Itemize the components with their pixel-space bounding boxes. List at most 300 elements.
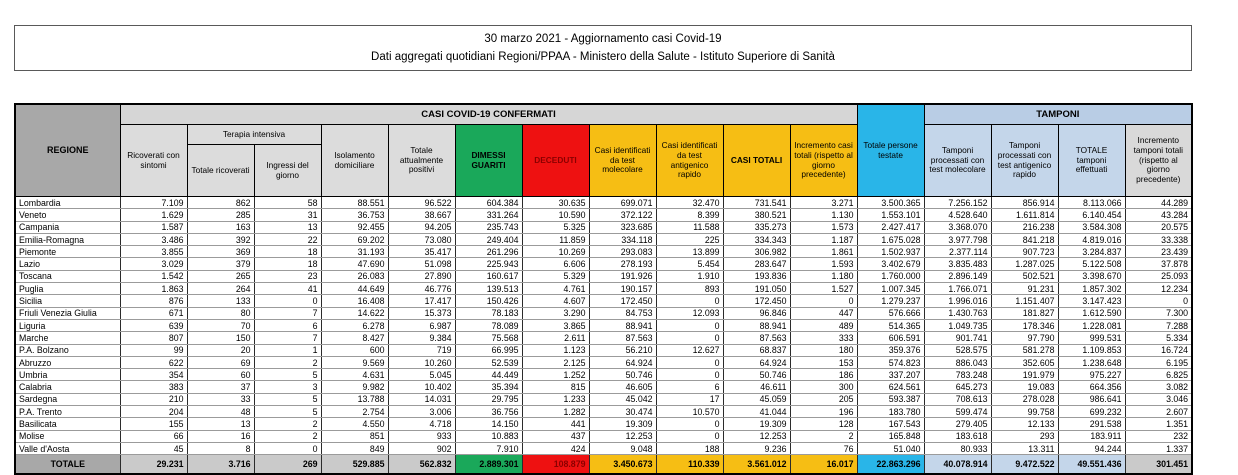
table-cell: 424	[522, 442, 589, 454]
table-cell: 2.754	[321, 406, 388, 418]
table-cell: 49.551.436	[1058, 455, 1125, 475]
table-cell: 599.474	[924, 406, 991, 418]
table-cell: 31	[254, 209, 321, 221]
region-name: Campania	[15, 221, 120, 233]
table-cell: 36.756	[455, 406, 522, 418]
region-name: Abruzzo	[15, 356, 120, 368]
table-cell: 1.238.648	[1058, 356, 1125, 368]
table-cell: 7.256.152	[924, 197, 991, 209]
table-cell: 13.899	[656, 246, 723, 258]
table-cell: 181.827	[991, 307, 1058, 319]
table-cell: 1.593	[790, 258, 857, 270]
table-cell: 150.426	[455, 295, 522, 307]
table-cell: 35.417	[388, 246, 455, 258]
table-cell: 11.588	[656, 221, 723, 233]
table-cell: 12.253	[589, 430, 656, 442]
table-cell: 3.046	[1125, 393, 1192, 405]
table-row	[15, 369, 1192, 381]
table-cell: 0	[790, 295, 857, 307]
table-cell: 10.590	[522, 209, 589, 221]
region-name: Sardegna	[15, 393, 120, 405]
table-cell: 64.924	[723, 356, 790, 368]
table-cell: 155	[120, 418, 187, 430]
total-row	[15, 455, 1192, 475]
table-cell: 606.591	[857, 332, 924, 344]
region-name: Liguria	[15, 319, 120, 331]
table-cell: 75.568	[455, 332, 522, 344]
table-cell: 2.427.417	[857, 221, 924, 233]
col-header-dimessi-guariti: DIMESSI GUARITI	[455, 125, 522, 197]
table-cell: 1.151.407	[991, 295, 1058, 307]
table-cell: 8	[187, 442, 254, 454]
table-row	[15, 344, 1192, 356]
table-cell: 20.575	[1125, 221, 1192, 233]
table-cell: 7	[254, 307, 321, 319]
table-cell: 907.723	[991, 246, 1058, 258]
table-cell: 16.724	[1125, 344, 1192, 356]
table-cell: 3.450.673	[589, 455, 656, 475]
table-cell: 5.325	[522, 221, 589, 233]
table-cell: 80	[187, 307, 254, 319]
table-cell: 3.855	[120, 246, 187, 258]
table-cell: 3.284.837	[1058, 246, 1125, 258]
total-row-label: TOTALE	[15, 455, 120, 475]
table-cell: 97.790	[991, 332, 1058, 344]
table-cell: 139.513	[455, 283, 522, 295]
col-header-isolamento-domiciliare: Isolamento domiciliare	[321, 125, 388, 197]
table-cell: 32.470	[656, 197, 723, 209]
table-cell: 708.613	[924, 393, 991, 405]
region-name: Lazio	[15, 258, 120, 270]
table-cell: 45.042	[589, 393, 656, 405]
table-cell: 88.941	[589, 319, 656, 331]
table-cell: 1.233	[522, 393, 589, 405]
table-cell: 2	[790, 430, 857, 442]
table-cell: 1.910	[656, 270, 723, 282]
table-row	[15, 233, 1192, 245]
table-cell: 9.048	[589, 442, 656, 454]
table-cell: 645.273	[924, 381, 991, 393]
col-header-tamponi-antigenico: Tamponi processati con test antigenico rapido	[991, 125, 1058, 197]
table-cell: 278.028	[991, 393, 1058, 405]
region-name: Marche	[15, 332, 120, 344]
table-cell: 10.269	[522, 246, 589, 258]
table-cell: 186	[790, 369, 857, 381]
region-name: Emilia-Romagna	[15, 233, 120, 245]
table-cell: 46.611	[723, 381, 790, 393]
table-row	[15, 307, 1192, 319]
table-cell: 815	[522, 381, 589, 393]
col-header-regione: REGIONE	[15, 104, 120, 197]
table-cell: 1.863	[120, 283, 187, 295]
table-cell: 64.924	[589, 356, 656, 368]
table-cell: 0	[656, 332, 723, 344]
table-cell: 6.195	[1125, 356, 1192, 368]
table-cell: 26.083	[321, 270, 388, 282]
region-name: Valle d'Aosta	[15, 442, 120, 454]
table-cell: 110.339	[656, 455, 723, 475]
table-cell: 264	[187, 283, 254, 295]
table-cell: 66	[120, 430, 187, 442]
table-cell: 0	[1125, 295, 1192, 307]
table-cell: 43.284	[1125, 209, 1192, 221]
table-row	[15, 442, 1192, 454]
table-cell: 622	[120, 356, 187, 368]
table-cell: 225	[656, 233, 723, 245]
table-cell: 69	[187, 356, 254, 368]
table-cell: 876	[120, 295, 187, 307]
table-cell: 4.528.640	[924, 209, 991, 221]
table-cell: 60	[187, 369, 254, 381]
table-cell: 2.896.149	[924, 270, 991, 282]
table-cell: 33	[187, 393, 254, 405]
table-cell: 0	[656, 295, 723, 307]
region-name: Veneto	[15, 209, 120, 221]
table-cell: 66.995	[455, 344, 522, 356]
table-cell: 1.760.000	[857, 270, 924, 282]
table-cell: 91.231	[991, 283, 1058, 295]
region-name: Sicilia	[15, 295, 120, 307]
table-cell: 29.231	[120, 455, 187, 475]
table-cell: 3.584.308	[1058, 221, 1125, 233]
table-cell: 3.486	[120, 233, 187, 245]
table-cell: 29.795	[455, 393, 522, 405]
table-cell: 9.472.522	[991, 455, 1058, 475]
table-cell: 600	[321, 344, 388, 356]
table-cell: 99.758	[991, 406, 1058, 418]
table-cell: 46.605	[589, 381, 656, 393]
table-cell: 19.083	[991, 381, 1058, 393]
table-cell: 108.879	[522, 455, 589, 475]
col-header-incremento-tamponi: Incremento tamponi totali (rispetto al giorno precedente)	[1125, 125, 1192, 197]
table-row	[15, 295, 1192, 307]
table-cell: 94.244	[1058, 442, 1125, 454]
table-cell: 3.716	[187, 455, 254, 475]
table-cell: 12.253	[723, 430, 790, 442]
group-header-confermati: CASI COVID-19 CONFERMATI	[120, 104, 857, 125]
table-cell: 150	[187, 332, 254, 344]
table-cell: 88.941	[723, 319, 790, 331]
table-cell: 2	[254, 356, 321, 368]
group-header-terapia-intensiva: Terapia intensiva	[187, 125, 321, 145]
table-cell: 10.260	[388, 356, 455, 368]
table-cell: 3.398.670	[1058, 270, 1125, 282]
table-cell: 6	[254, 319, 321, 331]
table-cell: 4.718	[388, 418, 455, 430]
table-cell: 1	[254, 344, 321, 356]
col-header-casi-totali: CASI TOTALI	[723, 125, 790, 197]
table-cell: 94.205	[388, 221, 455, 233]
region-name: Toscana	[15, 270, 120, 282]
table-cell: 10.402	[388, 381, 455, 393]
table-cell: 87.563	[723, 332, 790, 344]
table-cell: 639	[120, 319, 187, 331]
table-cell: 5.454	[656, 258, 723, 270]
table-row	[15, 221, 1192, 233]
table-cell: 40.078.914	[924, 455, 991, 475]
table-cell: 334.118	[589, 233, 656, 245]
table-cell: 731.541	[723, 197, 790, 209]
table-cell: 183.618	[924, 430, 991, 442]
table-cell: 188	[656, 442, 723, 454]
table-cell: 6	[656, 381, 723, 393]
table-cell: 333	[790, 332, 857, 344]
table-cell: 14.031	[388, 393, 455, 405]
table-cell: 4.607	[522, 295, 589, 307]
table-cell: 1.542	[120, 270, 187, 282]
table-cell: 306.982	[723, 246, 790, 258]
table-cell: 12.234	[1125, 283, 1192, 295]
table-cell: 8.113.066	[1058, 197, 1125, 209]
table-cell: 16.408	[321, 295, 388, 307]
table-cell: 3.835.483	[924, 258, 991, 270]
table-cell: 528.575	[924, 344, 991, 356]
table-cell: 204	[120, 406, 187, 418]
region-name: Calabria	[15, 381, 120, 393]
table-cell: 45.059	[723, 393, 790, 405]
table-cell: 12.093	[656, 307, 723, 319]
table-cell: 1.252	[522, 369, 589, 381]
title-line1: 30 marzo 2021 - Aggiornamento casi Covid-19	[484, 32, 722, 45]
col-header-totale-ricoverati: Totale ricoverati	[187, 145, 254, 197]
table-cell: 12.627	[656, 344, 723, 356]
table-row	[15, 418, 1192, 430]
table-cell: 2.125	[522, 356, 589, 368]
table-cell: 1.123	[522, 344, 589, 356]
table-cell: 0	[254, 442, 321, 454]
table-cell: 933	[388, 430, 455, 442]
table-cell: 44.289	[1125, 197, 1192, 209]
table-cell: 502.521	[991, 270, 1058, 282]
table-cell: 14.622	[321, 307, 388, 319]
table-cell: 73.080	[388, 233, 455, 245]
table-cell: 986.641	[1058, 393, 1125, 405]
col-header-ingressi-del-giorno: Ingressi del giorno	[254, 145, 321, 197]
table-cell: 5	[254, 393, 321, 405]
table-cell: 6.987	[388, 319, 455, 331]
table-cell: 604.384	[455, 197, 522, 209]
table-cell: 3	[254, 381, 321, 393]
table-cell: 664.356	[1058, 381, 1125, 393]
table-cell: 7.288	[1125, 319, 1192, 331]
table-cell: 13.788	[321, 393, 388, 405]
table-cell: 160.617	[455, 270, 522, 282]
table-cell: 31.193	[321, 246, 388, 258]
table-cell: 80.933	[924, 442, 991, 454]
table-cell: 1.553.101	[857, 209, 924, 221]
table-row	[15, 246, 1192, 258]
table-cell: 180	[790, 344, 857, 356]
table-cell: 514.365	[857, 319, 924, 331]
table-row	[15, 258, 1192, 270]
table-cell: 1.573	[790, 221, 857, 233]
table-cell: 78.183	[455, 307, 522, 319]
table-cell: 3.500.365	[857, 197, 924, 209]
table-cell: 30.635	[522, 197, 589, 209]
table-cell: 153	[790, 356, 857, 368]
table-cell: 581.278	[991, 344, 1058, 356]
table-cell: 372.122	[589, 209, 656, 221]
table-cell: 323.685	[589, 221, 656, 233]
table-cell: 178.346	[991, 319, 1058, 331]
table-cell: 671	[120, 307, 187, 319]
table-cell: 88.551	[321, 197, 388, 209]
table-row	[15, 430, 1192, 442]
table-cell: 574.823	[857, 356, 924, 368]
table-cell: 46.776	[388, 283, 455, 295]
table-cell: 7.910	[455, 442, 522, 454]
table-row	[15, 356, 1192, 368]
table-cell: 19.309	[723, 418, 790, 430]
table-cell: 265	[187, 270, 254, 282]
table-cell: 3.290	[522, 307, 589, 319]
table-cell: 232	[1125, 430, 1192, 442]
table-cell: 36.753	[321, 209, 388, 221]
table-cell: 87.563	[589, 332, 656, 344]
table-cell: 167.543	[857, 418, 924, 430]
table-cell: 293.083	[589, 246, 656, 258]
region-name: Friuli Venezia Giulia	[15, 307, 120, 319]
table-cell: 0	[656, 430, 723, 442]
table-cell: 33.338	[1125, 233, 1192, 245]
table-cell: 4.631	[321, 369, 388, 381]
title-box	[14, 25, 1192, 71]
table-cell: 301.451	[1125, 455, 1192, 475]
table-cell: 23	[254, 270, 321, 282]
table-cell: 51.040	[857, 442, 924, 454]
table-cell: 38.667	[388, 209, 455, 221]
table-cell: 886.043	[924, 356, 991, 368]
table-cell: 216.238	[991, 221, 1058, 233]
table-cell: 3.029	[120, 258, 187, 270]
table-cell: 51.098	[388, 258, 455, 270]
table-cell: 17	[656, 393, 723, 405]
table-cell: 285	[187, 209, 254, 221]
table-cell: 1.857.302	[1058, 283, 1125, 295]
table-cell: 699.071	[589, 197, 656, 209]
table-cell: 50.746	[589, 369, 656, 381]
table-cell: 447	[790, 307, 857, 319]
table-cell: 331.264	[455, 209, 522, 221]
table-cell: 13	[254, 221, 321, 233]
table-cell: 841.218	[991, 233, 1058, 245]
table-cell: 283.647	[723, 258, 790, 270]
table-cell: 576.666	[857, 307, 924, 319]
table-cell: 13.311	[991, 442, 1058, 454]
table-cell: 3.977.798	[924, 233, 991, 245]
table-cell: 41.044	[723, 406, 790, 418]
table-cell: 52.539	[455, 356, 522, 368]
table-cell: 47.690	[321, 258, 388, 270]
table-cell: 13	[187, 418, 254, 430]
table-row	[15, 197, 1192, 209]
table-cell: 893	[656, 283, 723, 295]
table-cell: 191.050	[723, 283, 790, 295]
table-cell: 1.109.853	[1058, 344, 1125, 356]
table-cell: 76	[790, 442, 857, 454]
table-cell: 18	[254, 258, 321, 270]
col-header-casi-test-antigenico: Casi identificati da test antigenico rapido	[656, 125, 723, 197]
table-cell: 25.093	[1125, 270, 1192, 282]
table-cell: 19.309	[589, 418, 656, 430]
table-row	[15, 332, 1192, 344]
table-cell: 1.279.237	[857, 295, 924, 307]
table-cell: 293	[991, 430, 1058, 442]
table-cell: 68.837	[723, 344, 790, 356]
table-cell: 10.570	[656, 406, 723, 418]
table-cell: 261.296	[455, 246, 522, 258]
table-cell: 337.207	[857, 369, 924, 381]
table-body	[15, 197, 1192, 475]
table-cell: 593.387	[857, 393, 924, 405]
table-cell: 352.605	[991, 356, 1058, 368]
table-cell: 70	[187, 319, 254, 331]
col-header-incremento-casi: Incremento casi totali (rispetto al giorno precedente)	[790, 125, 857, 197]
table-cell: 191.979	[991, 369, 1058, 381]
table-cell: 17.417	[388, 295, 455, 307]
table-cell: 379	[187, 258, 254, 270]
table-cell: 2.377.114	[924, 246, 991, 258]
table-cell: 300	[790, 381, 857, 393]
table-cell: 1.629	[120, 209, 187, 221]
table-cell: 44.649	[321, 283, 388, 295]
table-cell: 12.133	[991, 418, 1058, 430]
table-cell: 1.187	[790, 233, 857, 245]
region-name: P.A. Trento	[15, 406, 120, 418]
table-cell: 3.082	[1125, 381, 1192, 393]
table-cell: 999.531	[1058, 332, 1125, 344]
col-header-casi-test-molecolare: Casi identificati da test molecolare	[589, 125, 656, 197]
table-cell: 84.753	[589, 307, 656, 319]
region-name: Lombardia	[15, 197, 120, 209]
table-cell: 5.334	[1125, 332, 1192, 344]
group-header-tamponi: TAMPONI	[924, 104, 1192, 125]
table-cell: 1.007.345	[857, 283, 924, 295]
table-cell: 1.527	[790, 283, 857, 295]
table-cell: 1.766.071	[924, 283, 991, 295]
table-cell: 44.449	[455, 369, 522, 381]
table-cell: 529.885	[321, 455, 388, 475]
table-cell: 862	[187, 197, 254, 209]
table-cell: 2.889.301	[455, 455, 522, 475]
table-cell: 78.089	[455, 319, 522, 331]
table-cell: 96.522	[388, 197, 455, 209]
table-cell: 719	[388, 344, 455, 356]
table-cell: 901.741	[924, 332, 991, 344]
table-row	[15, 319, 1192, 331]
table-cell: 335.273	[723, 221, 790, 233]
title-line2: Dati aggregati quotidiani Regioni/PPAA - Ministero della Salute - Istituto Superiore di Sanità	[371, 51, 835, 64]
table-cell: 1.049.735	[924, 319, 991, 331]
table-cell: 58	[254, 197, 321, 209]
table-cell: 1.611.814	[991, 209, 1058, 221]
table-cell: 0	[656, 418, 723, 430]
table-cell: 369	[187, 246, 254, 258]
table-cell: 37	[187, 381, 254, 393]
table-cell: 16	[187, 430, 254, 442]
table-cell: 1.861	[790, 246, 857, 258]
region-name: Basilicata	[15, 418, 120, 430]
table-row	[15, 381, 1192, 393]
table-cell: 1.180	[790, 270, 857, 282]
table-cell: 183.911	[1058, 430, 1125, 442]
table-cell: 3.147.423	[1058, 295, 1125, 307]
table-cell: 128	[790, 418, 857, 430]
table-cell: 279.405	[924, 418, 991, 430]
table-cell: 69.202	[321, 233, 388, 245]
table-cell: 1.228.081	[1058, 319, 1125, 331]
table-cell: 278.193	[589, 258, 656, 270]
